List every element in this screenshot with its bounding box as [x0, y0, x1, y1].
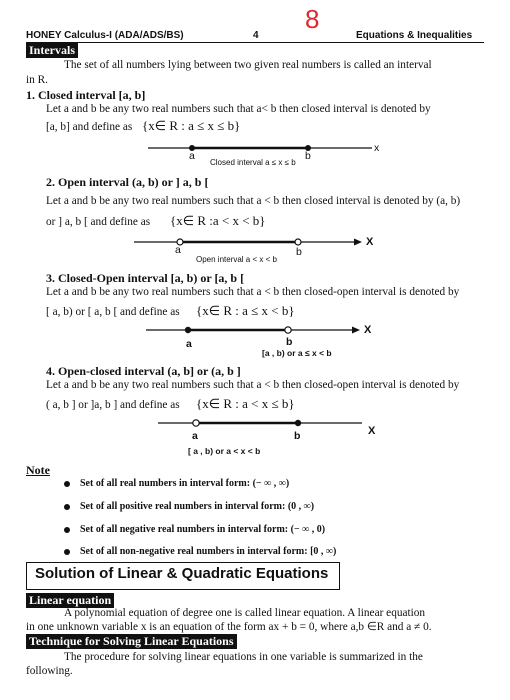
item3-caption: [a , b) or a ≤ x < b	[262, 348, 332, 358]
item3-a-label: a	[186, 338, 192, 350]
item1-line1: Let a and b be any two real numbers such that a< b then closed interval is denoted by	[46, 103, 431, 115]
section-title: Solution of Linear & Quadratic Equations	[35, 565, 329, 582]
note-bullet-2	[64, 504, 70, 510]
item2-x-label: X	[366, 236, 374, 248]
item1-b-label: b	[305, 150, 311, 162]
intervals-title: Intervals	[26, 43, 78, 58]
item4-point-a	[193, 420, 199, 426]
item4-caption: [ a , b) or a < x < b	[188, 446, 261, 456]
item4-set: {x∈ R : a < x ≤ b}	[196, 396, 295, 411]
item4-a-label: a	[192, 430, 198, 442]
technique-title: Technique for Solving Linear Equations	[26, 634, 237, 649]
note-item-2: Set of all positive real numbers in interval form: (0 , ∞)	[80, 501, 315, 512]
note-bullet-1	[64, 481, 70, 487]
technique-line2: following.	[26, 665, 73, 677]
linear-line1: A polynomial equation of degree one is called linear equation. A linear equation	[64, 607, 426, 619]
item3-line2: [ a, b) or [ a, b [ and define as	[46, 306, 180, 318]
item1-x-label: x	[374, 142, 380, 154]
item2-heading: 2. Open interval (a, b) or ] a, b [	[46, 175, 209, 189]
note-item-3: Set of all negative real numbers in interval form: (− ∞ , 0)	[80, 524, 326, 535]
item1-caption: Closed interval a ≤ x ≤ b	[210, 158, 296, 167]
note-bullet-3	[64, 527, 70, 533]
item1-set: {x∈ R : a ≤ x ≤ b}	[142, 118, 241, 133]
item2-caption: Open interval a < x < b	[196, 255, 277, 264]
item2-a-label: a	[175, 244, 181, 256]
item3-line1: Let a and b be any two real numbers such that a < b then closed-open interval is denoted by	[46, 286, 460, 298]
item3-b-label: b	[286, 336, 293, 348]
header-right: Equations & Inequalities	[356, 30, 473, 41]
item4-line1: Let a and b be any two real numbers such that a < b then closed-open interval is denoted by	[46, 379, 460, 391]
item1-a-label: a	[189, 150, 195, 162]
item3-x-label: X	[364, 324, 372, 336]
intervals-intro-1: The set of all numbers lying between two given real numbers is called an interval	[64, 59, 432, 71]
item4-b-label: b	[294, 430, 301, 442]
item4-x-label: X	[368, 425, 376, 437]
header-center: 4	[253, 30, 259, 41]
intervals-intro-2: in R.	[26, 74, 48, 86]
note-title: Note	[26, 463, 50, 477]
section-title-box	[26, 562, 340, 590]
item2-set: {x∈ R :a < x < b}	[170, 213, 266, 228]
item3-heading: 3. Closed-Open interval [a, b) or [a, b [	[46, 271, 245, 285]
item1-line2: [a, b] and define as	[46, 121, 133, 133]
note-bullet-4	[64, 549, 70, 555]
note-item-1: Set of all real numbers in interval form: (− ∞ , ∞)	[80, 478, 290, 489]
item3-set: {x∈ R : a ≤ x < b}	[196, 303, 295, 318]
item4-point-b	[295, 420, 301, 426]
item2-b-label: b	[296, 246, 302, 258]
item2-line2: or ] a, b [ and define as	[46, 216, 151, 228]
technique-line1: The procedure for solving linear equations in one variable is summarized in the	[64, 651, 423, 663]
linear-title: Linear equation	[26, 593, 114, 608]
item4-line2: ( a, b ] or ]a, b ] and define as	[46, 399, 180, 411]
header-left: HONEY Calculus-I (ADA/ADS/BS)	[26, 30, 184, 41]
item1-heading: 1. Closed interval [a, b]	[26, 88, 146, 102]
note-item-4: Set of all non-negative real numbers in interval form: [0 , ∞)	[80, 546, 337, 557]
item2-line1: Let a and b be any two real numbers such that a < b then closed interval is denoted by (a, b)	[46, 195, 461, 207]
item4-heading: 4. Open-closed interval (a, b] or (a, b ]	[46, 364, 241, 378]
linear-line2: in one unknown variable x is an equation of the form ax + b = 0, where a,b ∈R and a ≠ 0.	[26, 621, 432, 633]
page-number: 8	[305, 4, 320, 34]
